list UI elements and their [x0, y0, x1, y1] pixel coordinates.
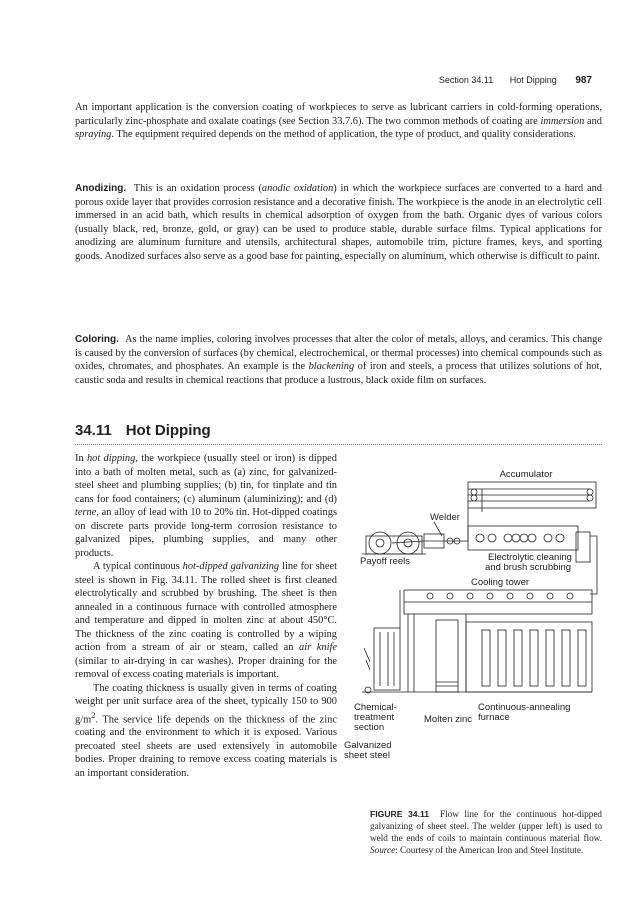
section-heading [75, 422, 602, 445]
anodizing-heading: Anodizing. [75, 183, 127, 194]
label-galvanized-line-2: sheet steel [344, 750, 390, 761]
caption-source-label: Source [370, 845, 396, 855]
term-terne: terne [75, 507, 97, 518]
running-head-topic: Hot Dipping [509, 75, 557, 85]
term-hot-dipped-galvanizing: hot-dipped galvanizing [182, 561, 280, 572]
running-head [439, 75, 592, 86]
coloring-heading: Coloring. [75, 334, 119, 345]
galvanizing-line-diagram [340, 452, 602, 792]
running-head-section: Section 34.11 [438, 75, 494, 85]
label-cooling-tower: Cooling tower [470, 577, 530, 588]
label-brush-scrubbing: and brush scrubbing [485, 562, 572, 573]
hot-dipping-paragraph-3: The coating thickness is usually given in terms of coating weight per unit surface area of the sheet, typically 150 to 900 $g/m^2$. The service life depends on the thickness of the zinc coating and the environment to which it is exposed. Various precoated steel sheets are used extensively in automobile bodies. Proper draining to remove excess coating materials is an important consideration. [75, 682, 337, 779]
continuous-annealing-furnace [466, 622, 592, 692]
diagram-labels [344, 469, 572, 761]
intro-paragraph: An important application is the conversion coating of workpieces to serve as lubricant carriers in cold-forming operations, particularly zinc-phosphate and oxalate coatings (see Section 33.7.6). The two common methods of coating are immersion and spraying. The equipment required depends on the method of application, the type of product, and quality considerations. [75, 102, 603, 141]
hot-dipping-column [75, 452, 337, 780]
section-title: Hot Dipping [125, 422, 211, 439]
label-galvanized-line-1: Galvanized [344, 740, 392, 751]
caption-label: FIGURE 34.11 [370, 809, 430, 819]
payoff-reel-2 [397, 532, 419, 554]
anodizing-paragraph: Anodizing. This is an oxidation process (anodic oxidation) in which the workpiece surfaces are converted to a hard and porous oxide layer that provides corrosion resistance and a decorative finish. The workpiece is the anode in an electrolytic cell immersed in an acid bath, which results in chemical adsorption of oxygen from the bath. Organic dyes of various colors (usually black, red, bronze, gold, or gray) can be used to produce stable, durable surface films. Typical applications for anodizing are aluminum furniture and utensils, architectural shapes, automobile trim, picture frames, keys, and sporting goods. Anodized surfaces also serve as a good base for painting, especially on aluminum, which otherwise is difficult to paint. [75, 183, 602, 262]
label-chemical-line-3: section [354, 722, 385, 733]
electrolytic-cleaning-unit [468, 526, 578, 550]
label-electrolytic-cleaning: Electrolytic cleaning [488, 552, 572, 563]
label-accumulator: Accumulator [499, 469, 553, 480]
section-number: 34.11 [75, 422, 112, 439]
molten-zinc-pot [436, 620, 458, 692]
term-immersion: immersion [540, 115, 585, 127]
label-chemical-line-2: treatment [354, 712, 395, 723]
label-annealing-line-1: Continuous-annealing [478, 702, 571, 713]
payoff-reel-1 [369, 532, 391, 554]
label-welder: Welder [430, 512, 460, 523]
chemical-treatment-tanks [374, 628, 400, 690]
term-hot-dipping: hot dipping [86, 453, 136, 464]
term-anodic-oxidation: anodic oxidation [261, 183, 334, 194]
term-air-knife: air knife [299, 642, 337, 653]
label-chemical-line-1: Chemical- [354, 702, 397, 713]
label-annealing-line-2: furnace [478, 712, 510, 723]
hot-dipping-paragraph-2: A typical continuous hot-dipped galvanizing line for sheet steel is shown in Fig. 34.11. The rolled sheet is first cleaned electrolytically and scrubbed by brushing. The sheet is then annealed in a continuous furnace with controlled atmosphere and temperature and dipped in molten zinc at about 450°C. The thickness of the zinc coating is controlled by a wiping action from a stream of air or steam, called an air knife (similar to air-drying in car washes). Proper draining for the removal of excess coating materials is important. [75, 561, 337, 680]
figure-caption: FIGURE 34.11 Flow line for the continuous hot-dipped galvanizing of sheet steel. The welder (upper left) is used to weld the ends of coils to maintain continuous material flow. Source: Courtesy of the American Iron and Steel Institute. [370, 809, 602, 855]
hot-dipping-paragraph-1: In hot dipping, the workpiece (usually steel or iron) is dipped into a bath of molten metal, such as (a) zinc, for galvanized-steel sheet and plumbing supplies; (b) tin, for tinplate and tin cans for food containers; (c) aluminum (aluminizing); and (d) terne, an alloy of lead with 10 to 20% tin. Hot-dipped coatings on discrete parts provide long-term corrosion resistance to galvanized pipes, plumbing supplies, and many other products. [75, 453, 337, 559]
figure-34-11 [340, 452, 602, 792]
label-molten-zinc: Molten zinc [424, 714, 473, 725]
term-spraying: spraying [75, 129, 112, 141]
term-blackening: blackening [308, 361, 355, 373]
page-number: 987 [575, 75, 592, 86]
label-payoff-reels: Payoff reels [360, 556, 410, 567]
coloring-paragraph: Coloring. As the name implies, coloring involves processes that alter the color of metals, alloys, and ceramics. This change is caused by the conversion of surfaces (by chemical, electrochemical, or thermal processes) into chemical compounds such as oxides, chromates, and phosphates. An example is the blackening of iron and steels, a process that utilizes solutions of hot, caustic soda and results in chemical reactions that produce a lustrous, black oxide film on surfaces. [75, 334, 603, 386]
